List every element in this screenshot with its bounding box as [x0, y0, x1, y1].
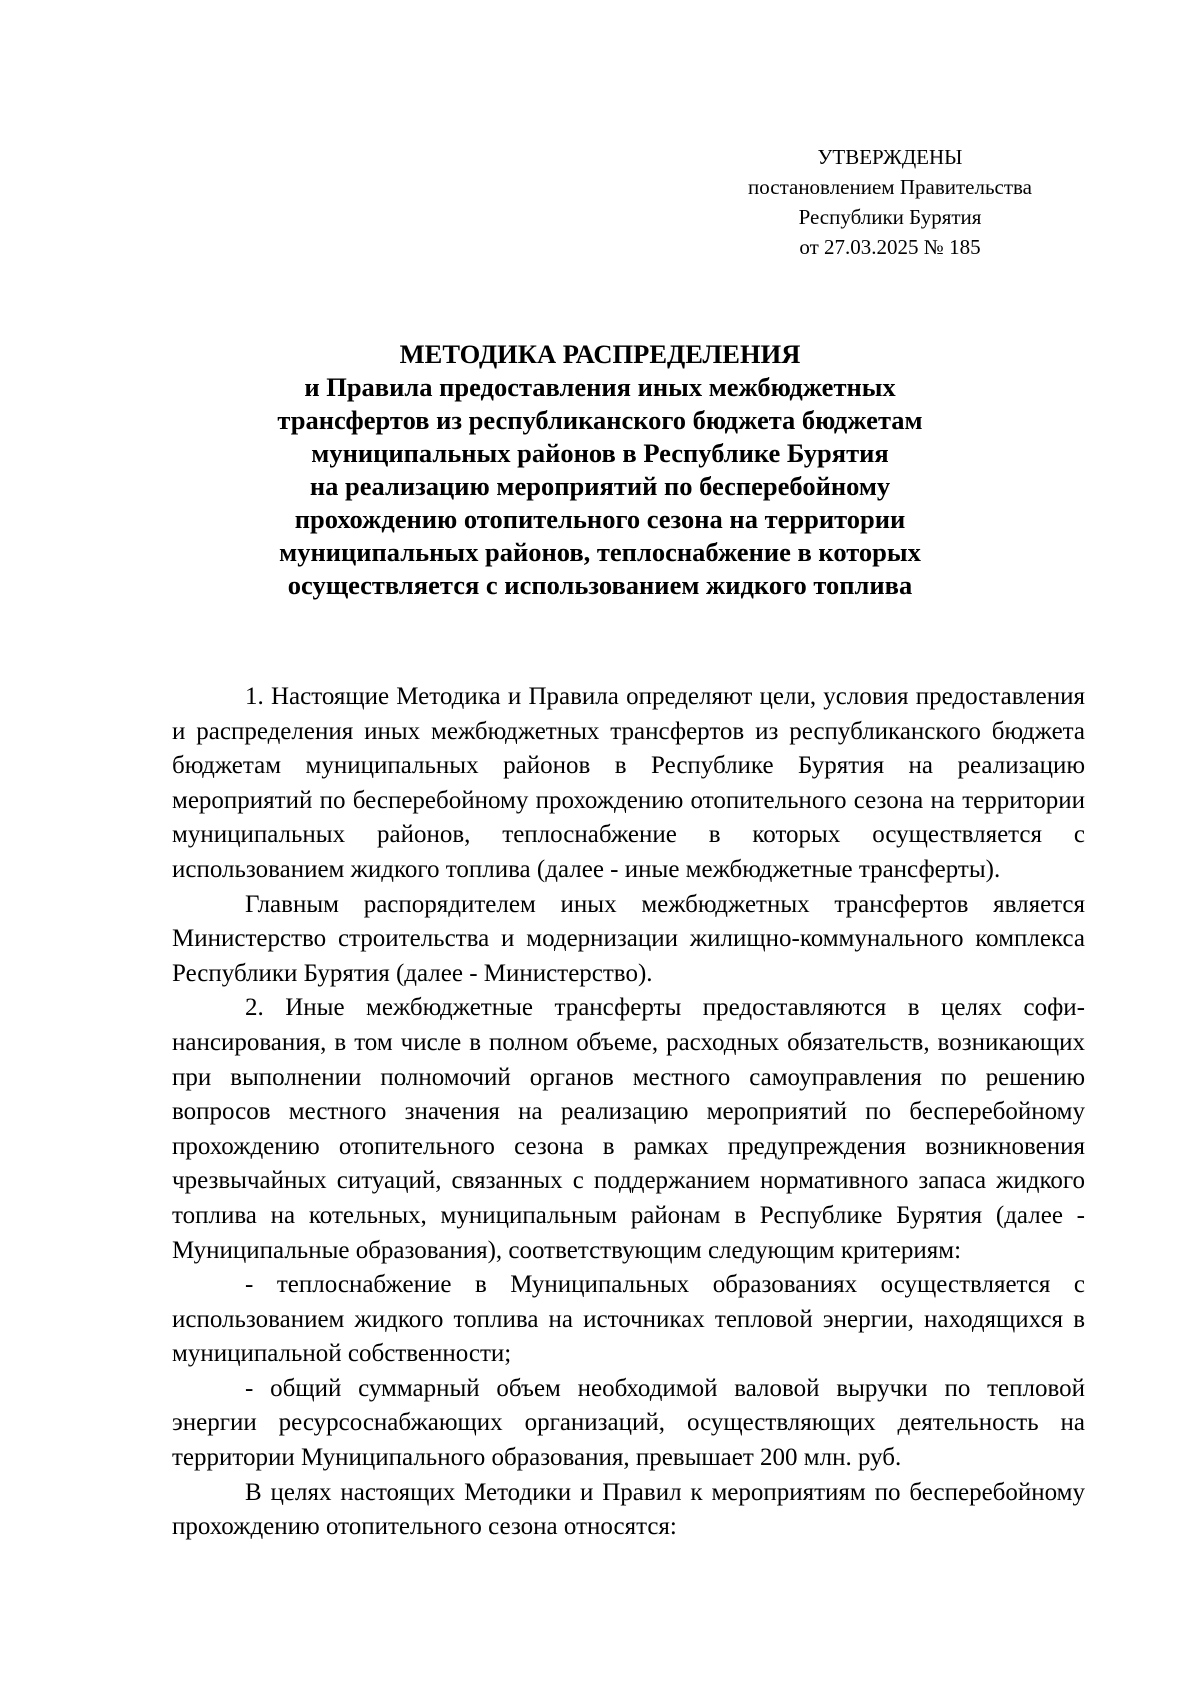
document-title [170, 338, 1030, 602]
paragraph-2: 2. Иные межбюджетные трансферты предоставляются в целях софинансирования, в том числе в полном объеме, расходных обязательств, возникающих при выполнении полномочий органов местного самоуправления по решению вопросов местного значения на реализацию мероприятий по бесперебойному прохождению отопительного сезона в рамках предупреждения возникновения чрезвычайных ситуаций, связанных с поддержанием нормативного запаса жидкого топлива на котельных, муниципальным районам в Республике Бурятия (далее - Муниципальные образования), соответствующим следующим критериям: [172, 994, 1085, 1264]
title-line: трансфертов из республиканского бюджета бюджетам [277, 405, 923, 435]
title-line: и Правила предоставления иных межбюджетных [304, 372, 896, 402]
title-line: на реализацию мероприятий по бесперебойному [309, 471, 891, 501]
approval-heading: УТВЕРЖДЕНЫ [817, 145, 963, 169]
paragraph-main-administrator: Главным распорядителем иных межбюджетных трансфертов является Министерство строительства и модернизации жилищно-коммунального комплекса Республики Бурятия (далее - Министерство). [172, 890, 1085, 987]
title-line: муниципальных районов в Республике Бурятия [311, 438, 889, 468]
approval-stamp [700, 142, 1080, 262]
criterion-2: - общий суммарный объем необходимой валовой выручки по тепловой энергии ресурсоснабжающих организаций, осуществляющих деятельность на территории Муниципального образования, превышает 200 млн. руб. [172, 1374, 1085, 1472]
paragraph-1: 1. Настоящие Методика и Правила определяют цели, условия предоставления и распределения иных межбюджетных трансфертов из республиканского бюджета бюджетам муниципальных районов в Республике Бурятия на реализацию мероприятий по бесперебойному прохождению отопительного сезона на территории муниципальных районов, теплоснабжение в которых осуществляется с использованием жидкого топлива (далее - иные межбюджетные трансферты). [172, 683, 1085, 883]
approval-line: постановлением Правительства [747, 175, 1032, 199]
approval-date: от 27.03.2025 № 185 [799, 235, 981, 259]
paragraph-measures: В целях настоящих Методики и Правил к мероприятиям по бесперебойному прохождению отопительного сезона относятся: [172, 1478, 1085, 1541]
title-line: муниципальных районов, теплоснабжение в которых [279, 537, 921, 567]
document-body [172, 680, 1085, 1545]
title-line: МЕТОДИКА РАСПРЕДЕЛЕНИЯ [399, 339, 801, 369]
criterion-1: - теплоснабжение в Муниципальных образованиях осуществляется с использованием жидкого топлива на источниках тепловой энергии, находящихся в муниципальной собственности; [172, 1271, 1085, 1368]
title-line: осуществляется с использованием жидкого топлива [287, 570, 913, 600]
approval-line: Республики Бурятия [798, 205, 982, 229]
title-line: прохождению отопительного сезона на территории [294, 504, 906, 534]
